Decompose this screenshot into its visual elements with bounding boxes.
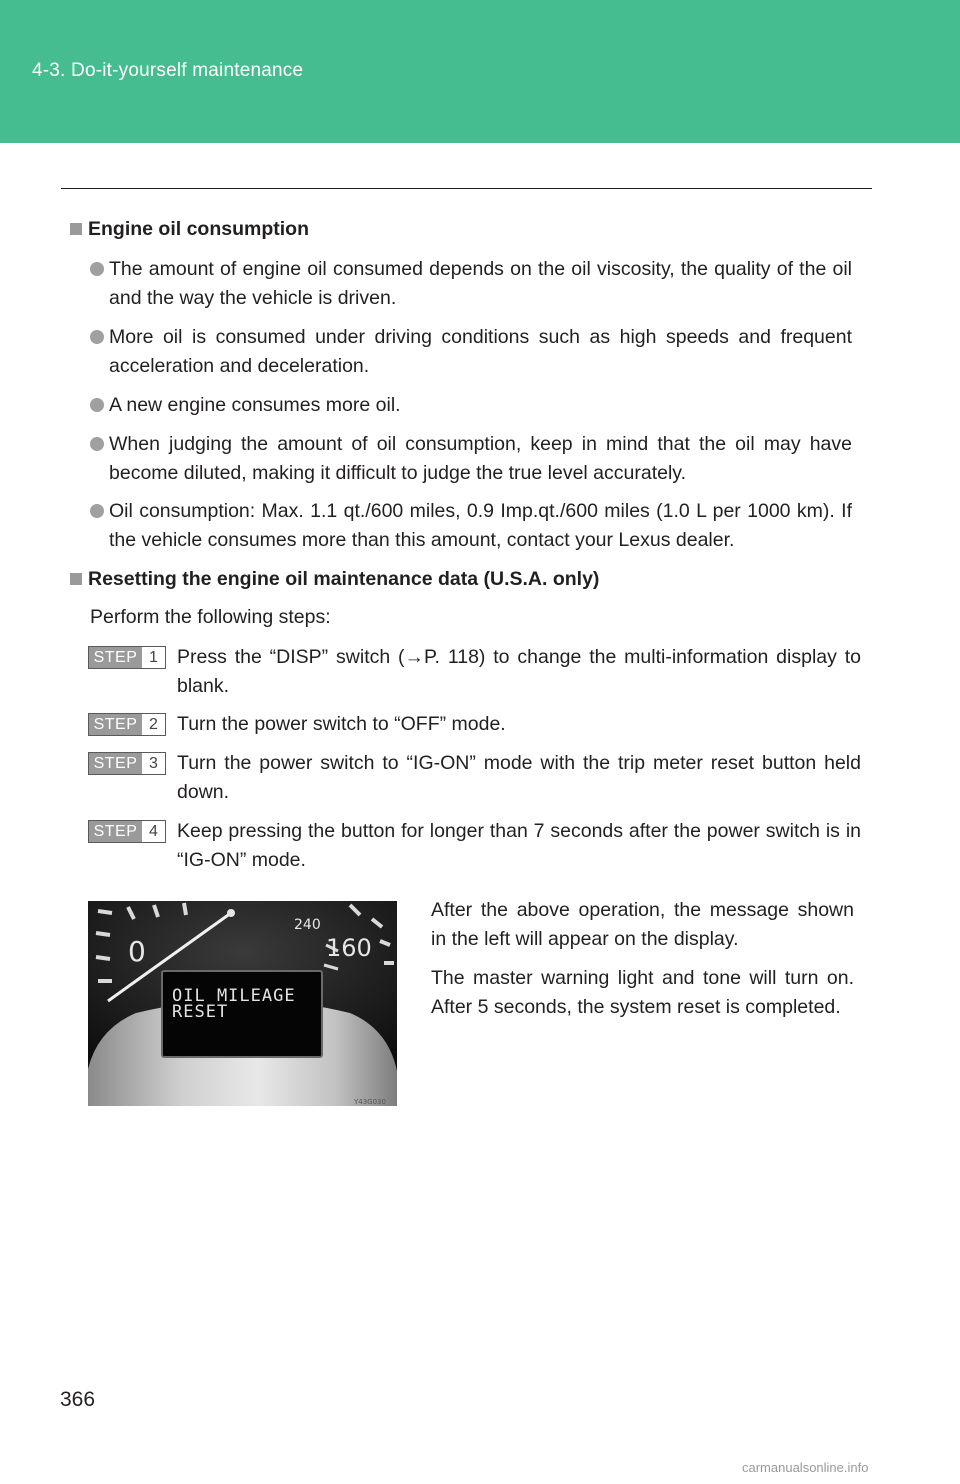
gauge-label-zero: 0 <box>128 935 146 968</box>
step-badge-3: STEP 3 <box>88 752 166 775</box>
step-text-2: Turn the power switch to “OFF” mode. <box>177 713 506 735</box>
step-badge-4: STEP 4 <box>88 820 166 843</box>
circle-bullet-icon <box>90 437 104 451</box>
top-rule <box>61 188 872 189</box>
watermark: carmanualsonline.info <box>742 1460 869 1475</box>
display-line-1: OIL MILEAGE <box>172 986 296 1006</box>
step-badge-2: STEP 2 <box>88 713 166 736</box>
page-header <box>0 0 960 143</box>
page-number: 366 <box>60 1388 96 1411</box>
step-text-1: Press the “DISP” switch (→P. 118) to change the multi-information display to blank. <box>177 646 861 697</box>
consumption-bullet: A new engine consumes more oil. <box>90 391 852 420</box>
figure-code: Y43G030 <box>354 1098 386 1106</box>
display-line-2: RESET <box>172 1002 229 1022</box>
step-text-4: Keep pressing the button for longer than 7 seconds after the power switch is in “IG-ON” mode. <box>177 820 861 871</box>
circle-bullet-icon <box>90 330 104 344</box>
gauge-label-160: 160 <box>326 934 372 962</box>
consumption-bullet: When judging the amount of oil consumption, keep in mind that the oil may have become diluted, making it difficult to judge the true level accurately. <box>90 430 852 488</box>
circle-bullet-icon <box>90 262 104 276</box>
circle-bullet-icon <box>90 398 104 412</box>
square-bullet-icon <box>70 223 82 235</box>
square-bullet-icon <box>70 573 82 585</box>
reset-intro: Perform the following steps: <box>90 606 331 628</box>
after-text-2: The master warning light and tone will turn on. After 5 seconds, the system reset is completed. <box>431 967 854 1018</box>
circle-bullet-icon <box>90 504 104 518</box>
after-text-1: After the above operation, the message shown in the left will appear on the display. <box>431 899 854 950</box>
step-text-3: Turn the power switch to “IG-ON” mode with the trip meter reset button held down. <box>177 752 861 803</box>
section-title: 4-3. Do-it-yourself maintenance <box>32 60 304 81</box>
consumption-bullet: Oil consumption: Max. 1.1 qt./600 miles, 0.9 Imp.qt./600 miles (1.0 L per 1000 km). If the vehicle consumes more than this amount, contact your Lexus dealer. <box>90 497 852 555</box>
reset-heading: Resetting the engine oil maintenance data (U.S.A. only) <box>70 568 599 591</box>
instrument-cluster-figure <box>88 901 397 1106</box>
consumption-heading: Engine oil consumption <box>70 218 309 241</box>
step-badge-1: STEP 1 <box>88 646 166 669</box>
consumption-bullet: More oil is consumed under driving conditions such as high speeds and frequent acceleration and deceleration. <box>90 323 852 381</box>
gauge-label-240: 240 <box>294 917 321 933</box>
consumption-bullet: The amount of engine oil consumed depends on the oil viscosity, the quality of the oil and the way the vehicle is driven. <box>90 255 852 313</box>
